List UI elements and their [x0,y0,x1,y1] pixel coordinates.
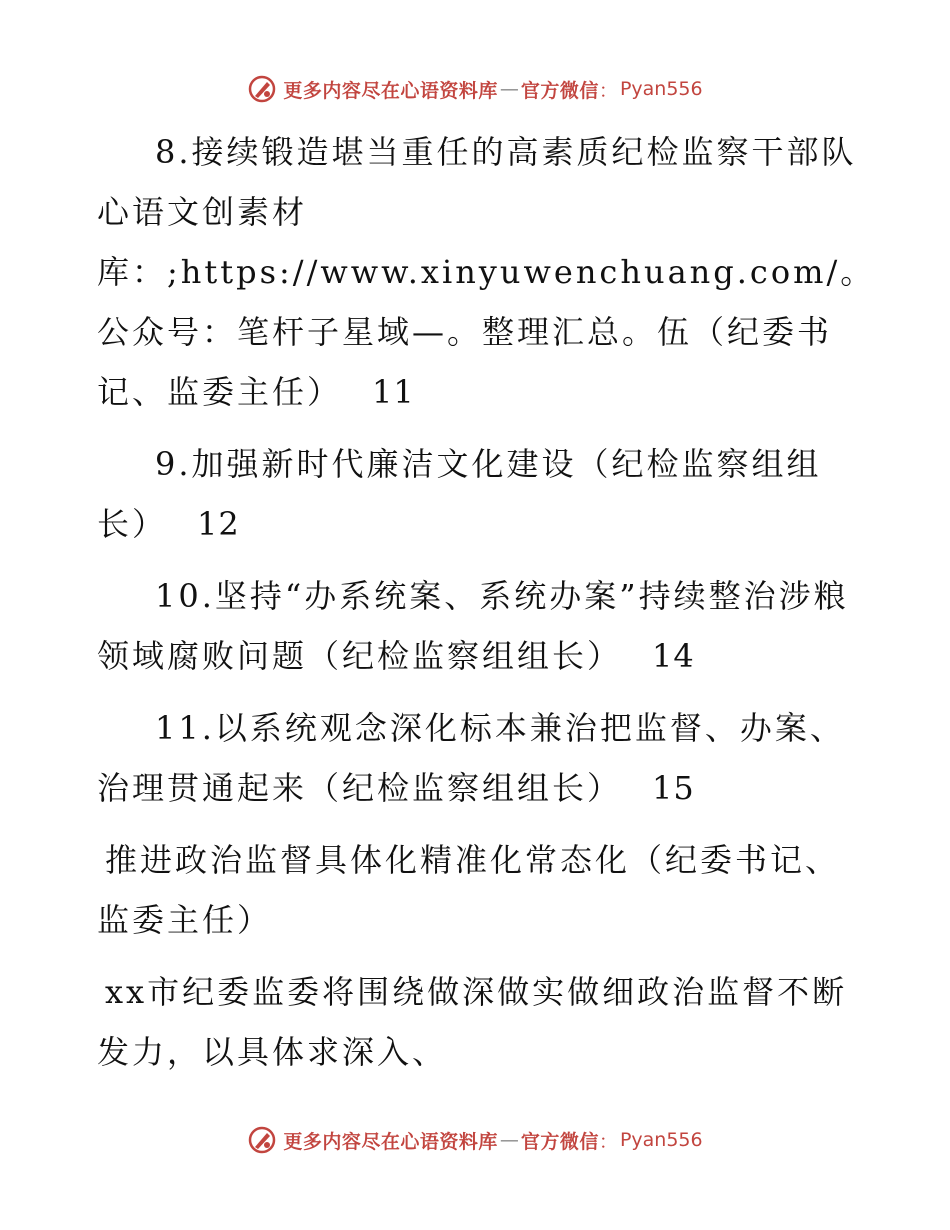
watermark-footer [0,1125,950,1155]
toc-entry-text: 11.以系统观念深化标本兼治把监督、办案、治理贯通起来（纪检监察组组长） [97,709,845,807]
document-body [97,122,876,1094]
body-paragraph: xx市纪委监委将围绕做深做实做细政治监督不断发力，以具体求深入、 [97,973,848,1071]
watermark-dash: — [499,78,519,100]
pen-logo-icon [247,74,277,104]
toc-entry-text: 10.坚持“办系统案、系统办案”持续整治涉粮领域腐败问题（纪检监察组组长） [97,577,849,675]
watermark-main-text: 更多内容尽在心语资料库 [283,79,498,102]
watermark-wechat-id: Pyan556 [619,1129,703,1151]
toc-entry-8 [97,122,876,422]
toc-page-number: 15 [652,769,695,807]
section-heading: 推进政治监督具体化精准化常态化（纪委书记、监委主任） [97,841,841,939]
toc-page-number: 14 [652,637,695,675]
watermark-dash: — [499,1129,519,1151]
watermark-wechat-id: Pyan556 [619,78,703,100]
pen-logo-icon [247,1125,277,1155]
toc-entry-9 [97,434,857,554]
watermark-official-text: 官方微信 [520,1130,599,1153]
watermark-separator: ： [598,79,618,102]
toc-entry-10 [97,566,857,686]
watermark-official-text: 官方微信 [520,79,599,102]
toc-page-number: 12 [197,505,240,543]
watermark-separator: ： [598,1130,618,1153]
watermark-main-text: 更多内容尽在心语资料库 [283,1130,498,1153]
toc-entry-text: 8.接续锻造堪当重任的高素质纪检监察干部队心语文创素材库：;https://www.xinyuwenchuang.com/。公众号：笔杆子星域—。整理汇总。伍（纪委书记、监委主任） [97,133,876,411]
toc-entry-text: 9.加强新时代廉洁文化建设（纪检监察组组长） [97,445,822,543]
toc-entry-11 [97,698,857,818]
watermark-header [0,74,950,104]
toc-page-number: 11 [372,373,415,411]
